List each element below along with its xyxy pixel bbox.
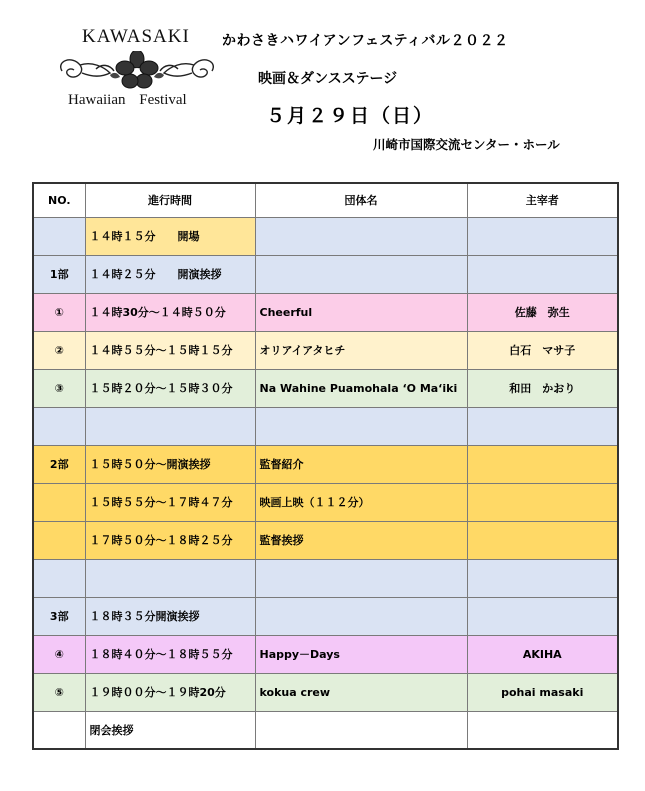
row-host: 白石 マサ子 <box>467 331 618 369</box>
row-no <box>33 521 85 559</box>
header-host: 主宰者 <box>467 183 618 217</box>
row-no: 2部 <box>33 445 85 483</box>
row-time: １８時３５分開演挨拶 <box>85 597 255 635</box>
row-no <box>33 711 85 749</box>
table-row <box>33 369 618 407</box>
table-row <box>33 407 618 445</box>
table-row <box>33 559 618 597</box>
row-group: Cheerful <box>255 293 467 331</box>
row-group: オリアイアタヒチ <box>255 331 467 369</box>
row-host: 和田 かおり <box>467 369 618 407</box>
table-row <box>33 711 618 749</box>
hibiscus-icon <box>52 51 222 91</box>
row-group <box>255 255 467 293</box>
table-row <box>33 331 618 369</box>
row-time: １４時30分～１４時５０分 <box>85 293 255 331</box>
row-time <box>85 559 255 597</box>
row-time: 閉会挨拶 <box>85 711 255 749</box>
row-group <box>255 597 467 635</box>
table-row <box>33 293 618 331</box>
row-no: ④ <box>33 635 85 673</box>
row-host: pohai masaki <box>467 673 618 711</box>
row-host <box>467 711 618 749</box>
row-time: １９時００分～１９時20分 <box>85 673 255 711</box>
table-header-row <box>33 183 618 217</box>
row-no: ① <box>33 293 85 331</box>
table-row <box>33 255 618 293</box>
row-time: １５時５５分～１７時４７分 <box>85 483 255 521</box>
event-date: ５月２９日（日） <box>266 105 435 127</box>
table-row <box>33 483 618 521</box>
table-row <box>33 673 618 711</box>
row-no: ③ <box>33 369 85 407</box>
logo-top-text: KAWASAKI <box>82 26 190 47</box>
row-group: 監督紹介 <box>255 445 467 483</box>
table-row <box>33 445 618 483</box>
row-time: １５時２０分～１５時３０分 <box>85 369 255 407</box>
schedule-table <box>32 182 619 750</box>
row-host <box>467 483 618 521</box>
row-host: AKIHA <box>467 635 618 673</box>
row-group: kokua crew <box>255 673 467 711</box>
row-time: １５時５０分～開演挨拶 <box>85 445 255 483</box>
row-host <box>467 521 618 559</box>
row-group <box>255 559 467 597</box>
event-venue: 川崎市国際交流センター・ホール <box>373 137 560 152</box>
row-time: １８時４０分～１８時５５分 <box>85 635 255 673</box>
row-time: １７時５０分～１８時２５分 <box>85 521 255 559</box>
header-no: NO. <box>33 183 85 217</box>
table-row <box>33 597 618 635</box>
row-group: Na Wahine Puamohala ‘O Ma‘iki <box>255 369 467 407</box>
row-group: 監督挨拶 <box>255 521 467 559</box>
row-no: 3部 <box>33 597 85 635</box>
header-time: 進行時間 <box>85 183 255 217</box>
logo-bottom-text: Hawaiian Festival <box>68 92 187 108</box>
table-row <box>33 521 618 559</box>
row-time: １４時１５分 開場 <box>85 217 255 255</box>
row-host <box>467 559 618 597</box>
table-row <box>33 217 618 255</box>
row-no <box>33 559 85 597</box>
row-group <box>255 217 467 255</box>
row-no <box>33 217 85 255</box>
row-group: Happy－Days <box>255 635 467 673</box>
row-no: 1部 <box>33 255 85 293</box>
page-title: かわさきハワイアンフェスティバル２０２２ <box>222 33 509 49</box>
festival-logo <box>52 26 222 112</box>
row-no <box>33 407 85 445</box>
row-no: ② <box>33 331 85 369</box>
row-group <box>255 407 467 445</box>
table-row <box>33 635 618 673</box>
row-no: ⑤ <box>33 673 85 711</box>
header-group: 団体名 <box>255 183 467 217</box>
row-host <box>467 597 618 635</box>
event-subtitle: 映画＆ダンスステージ <box>258 71 398 87</box>
row-host <box>467 217 618 255</box>
row-host <box>467 445 618 483</box>
row-host: 佐藤 弥生 <box>467 293 618 331</box>
row-host <box>467 255 618 293</box>
row-time: １４時５５分～１５時１５分 <box>85 331 255 369</box>
row-group: 映画上映（１１２分） <box>255 483 467 521</box>
row-time <box>85 407 255 445</box>
row-group <box>255 711 467 749</box>
row-no <box>33 483 85 521</box>
row-host <box>467 407 618 445</box>
row-time: １４時２５分 開演挨拶 <box>85 255 255 293</box>
